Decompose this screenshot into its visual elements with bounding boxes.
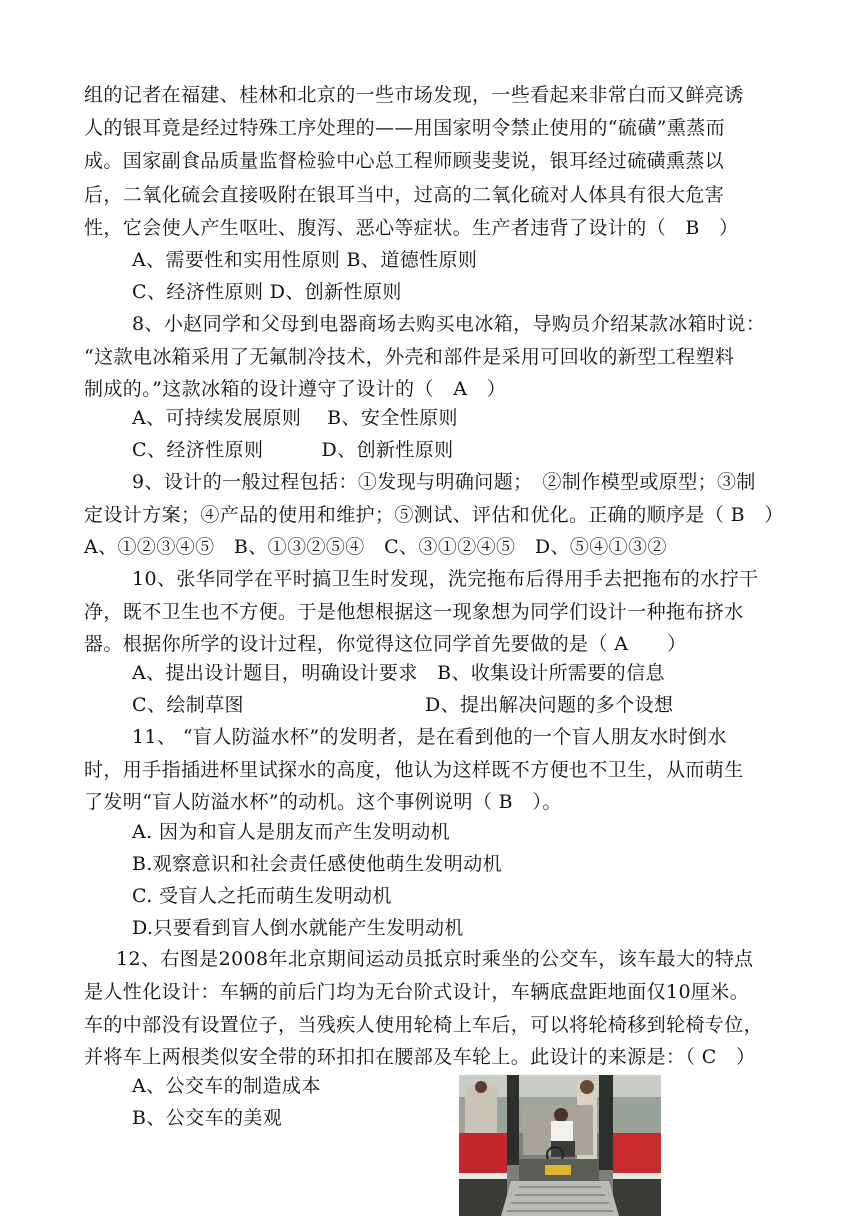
question-12-line: 12、右图是2008年北京期间运动员抵京时乘坐的公交车，该车最大的特点 [116,948,754,970]
text-line: 器。根据你所学的设计过程，你觉得这位同学首先要做的是（ A ） [84,633,687,655]
option-line: A、可持续发展原则 B、安全性原则 [132,407,458,429]
option-line: C、绘制草图 D、提出解决问题的多个设想 [132,694,674,716]
option-line: A、需要性和实用性原则 B、道德性原则 [132,249,478,271]
option-line: C、经济性原则 D、创新性原则 [132,281,402,303]
option-line: C、经济性原则 D、创新性原则 [132,439,454,461]
option-line: A、公交车的制造成本 [132,1075,321,1097]
text-line: 定设计方案；④产品的使用和维护；⑤测试、评估和优化。正确的顺序是（ B ） [84,504,784,526]
text-line: 人的银耳竟是经过特殊工序处理的——用国家明令禁止使用的“硫磺”熏蒸而 [84,117,726,139]
text-line: 车的中部没有设置位子，当残疾人使用轮椅上车后，可以将轮椅移到轮椅专位， [84,1014,764,1036]
question-9-line: 9、设计的一般过程包括：①发现与明确问题； ②制作模型或原型；③制 [132,471,756,493]
option-line: D.只要看到盲人倒水就能产生发明动机 [132,917,464,939]
text-line: 性，它会使人产生呕吐、腹泻、恶心等症状。生产者违背了设计的（ B ） [84,217,739,239]
text-line: 成。国家副食品质量监督检验中心总工程师顾斐斐说，银耳经过硫磺熏蒸以 [84,150,725,172]
option-line: B.观察意识和社会责任感使他萌生发明动机 [132,853,503,875]
text-line: 是人性化设计：车辆的前后门均为无台阶式设计，车辆底盘距地面仅10厘米。 [84,981,750,1003]
question-10-line: 10、张华同学在平时搞卫生时发现，洗完拖布后得用手去把拖布的水拧干 [132,568,759,590]
text-line: 制成的。”这款冰箱的设计遵守了设计的（ A ） [84,378,507,400]
option-line: A、提出设计题目，明确设计要求 B、收集设计所需要的信息 [132,662,665,684]
text-line: 了发明“盲人防溢水杯”的动机。这个事例说明（ B ）。 [84,791,562,813]
text-line: 并将车上两根类似安全带的环扣扣在腰部及车轮上。此设计的来源是：（ C ） [84,1046,756,1068]
option-line: B、公交车的美观 [132,1107,283,1129]
text-line: 时，用手指插进杯里试探水的高度，他认为这样既不方便也不卫生，从而萌生 [84,759,744,781]
text-line: 净，既不卫生也不方便。于是他想根据这一现象想为同学们设计一种拖布挤水 [84,601,744,623]
text-line: 组的记者在福建、桂林和北京的一些市场发现，一些看起来非常白而又鲜亮诱 [84,84,744,106]
option-line: A. 因为和盲人是朋友而产生发明动机 [132,821,451,843]
option-line: C. 受盲人之托而萌生发明动机 [132,885,392,907]
option-line: A、①②③④⑤ B、①③②⑤④ C、③①②④⑤ D、⑤④①③② [84,536,667,558]
bus-interior-illustration [459,1075,661,1216]
bus-wheelchair-photo [459,1075,661,1216]
text-line: 后，二氧化硫会直接吸附在银耳当中，过高的二氧化硫对人体具有很大危害 [84,184,725,206]
text-line: “这款电冰箱采用了无氟制冷技术，外壳和部件是采用可回收的新型工程塑料 [84,346,735,368]
question-8-line: 8、小赵同学和父母到电器商场去购买电冰箱，导购员介绍某款冰箱时说： [132,313,766,335]
question-11-line: 11、 “盲人防溢水杯”的发明者，是在看到他的一个盲人朋友水时倒水 [132,726,727,748]
